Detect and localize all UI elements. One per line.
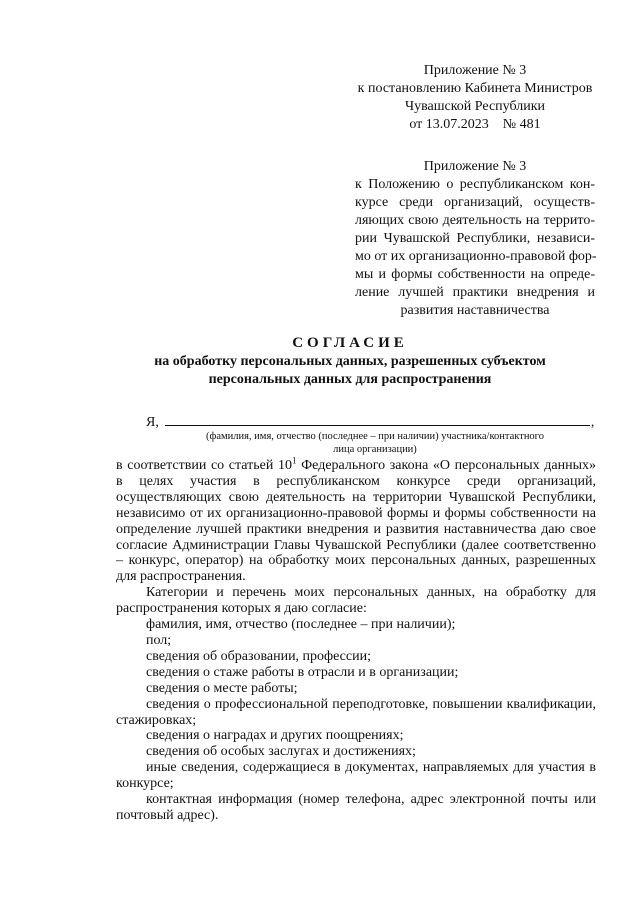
list-item: сведения об образовании, профессии; (146, 648, 371, 664)
document-title (100, 333, 600, 389)
paragraph-categories-intro: Категории и перечень моих персональных данных, на обработку для распространения которых я даю согласие: (116, 585, 596, 617)
consent-body (116, 455, 597, 824)
list-item: сведения о наградах и других поощрениях; (146, 728, 404, 744)
appendix-regulation-line: рии Чувашской Республики, независи- (355, 231, 595, 246)
appendix-regulation-line: ление лучшей практики внедрения и (355, 285, 595, 300)
appendix-regulation-number: Приложение № 3 (423, 159, 527, 174)
title-consent: СОГЛАСИЕ (292, 335, 408, 351)
paragraph-text: Федерального закона «О персональных данных» в целях участия в республиканском конкурсе среди организаций, осуществляющих свою деятельность на территории Чувашской Республики, независимо от их организационно-правовой формы и формы собственности на определение лучшей практики внедрения и развития наставничества даю свое согласие Администрации Главы Чувашской Республики (далее соответственно – конкурс, оператор) на обработку моих персональных данных, разрешенных для распространения. (116, 458, 597, 585)
appendix-number: Приложение № 3 (423, 63, 527, 78)
title-subtitle-line1: на обработку персональных данных, разрешенных субъектом (154, 354, 546, 369)
list-item: фамилия, имя, отчество (последнее – при наличии); (146, 617, 456, 633)
name-entry-line (146, 411, 594, 432)
name-fill-line (165, 411, 590, 426)
title-subtitle-line2: персональных данных для распространения (208, 372, 492, 387)
article-superscript: 1 (291, 455, 297, 466)
appendix-regulation-line: мы и формы собственности на опреде- (355, 267, 595, 282)
appendix-header-resolution (355, 62, 595, 134)
paragraph-text: в соответствии со статьей 10 (116, 458, 292, 473)
appendix-regulation-line: к Положению о республиканском кон- (355, 177, 595, 192)
appendix-regulation-line: курсе среди организаций, осуществ- (355, 195, 595, 210)
appendix-regulation-line: ляющих свою деятельность на террито- (355, 213, 595, 228)
appendix-regulation-line: мо от их организационно-правовой фор- (355, 249, 597, 264)
list-item: пол; (146, 632, 172, 648)
list-item: сведения о профессиональной переподготовке, повышении квалификации, стажировках; (116, 696, 596, 728)
name-line-comma: , (590, 415, 595, 430)
list-item: контактная информация (номер телефона, адрес электронной почты или почтовый адрес). (116, 792, 596, 823)
list-item: сведения о месте работы; (146, 680, 298, 696)
name-field-hint (175, 430, 575, 456)
ya-label: Я, (146, 415, 159, 430)
appendix-date-number: от 13.07.2023 № 481 (409, 117, 541, 132)
list-item: иные сведения, содержащиеся в документах, направляемых для участия в конкурсе; (116, 760, 596, 792)
appendix-resolution-ref: к постановлению Кабинета Министров (357, 81, 593, 96)
appendix-regulation-last-line: развития наставничества (400, 303, 550, 318)
appendix-republic: Чувашской Республики (404, 99, 546, 114)
appendix-header-regulation (355, 158, 595, 320)
paragraph-legal-basis (116, 455, 597, 585)
list-item: сведения о стаже работы в отрасли и в организации; (146, 664, 459, 680)
list-item: сведения об особых заслугах и достижениях; (146, 744, 416, 760)
hint-line1: (фамилия, имя, отчество (последнее – при наличии) участника/контактного (206, 431, 544, 442)
hint-line2: лица организации) (333, 444, 417, 455)
